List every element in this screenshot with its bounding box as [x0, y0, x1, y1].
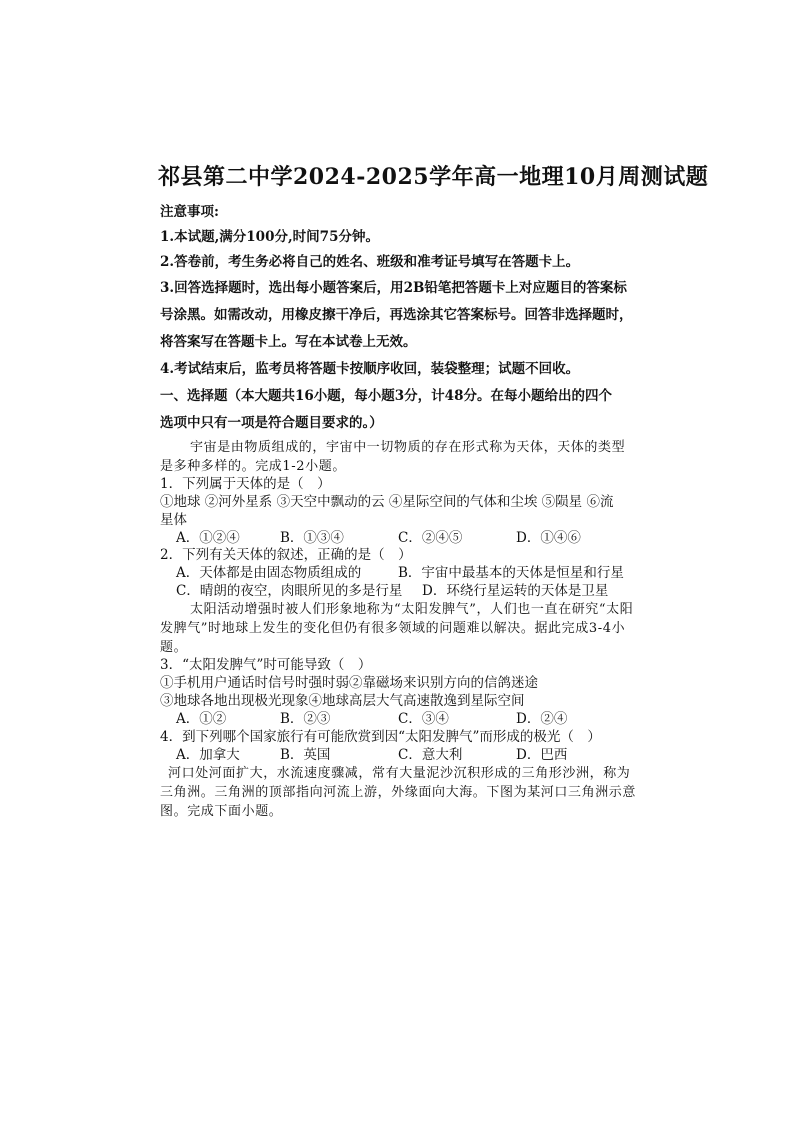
- notice-item-1: 1.本试题,满分100分,时间75分钟。: [160, 229, 379, 245]
- question-3-items-cont: ③地球各地出现极光现象④地球高层大气高速散逸到星际空间: [160, 693, 525, 709]
- question-4-option-c: C．意大利: [398, 747, 463, 763]
- page-title: 祁县第二中学2024-2025学年高一地理10月周测试题: [158, 164, 709, 190]
- question-1-option-d: D．①④⑥: [516, 530, 581, 546]
- question-3-option-a: A．①②: [176, 711, 227, 727]
- question-4-option-a: A．加拿大: [176, 747, 240, 763]
- question-3-option-d: D．②④: [516, 711, 568, 727]
- question-2-option-b: B．宇宙中最基本的天体是恒星和行星: [398, 565, 624, 581]
- notice-item-2: 2.答卷前，考生务必将自己的姓名、班级和准考证号填写在答题卡上。: [160, 254, 580, 270]
- question-2-option-d: D．环绕行星运转的天体是卫星: [422, 583, 609, 599]
- question-1-option-b: B．①③④: [280, 530, 344, 546]
- question-3-option-c: C．③④: [398, 711, 449, 727]
- passage-2-cont2: 题。: [160, 640, 188, 655]
- question-1-option-c: C．②④⑤: [398, 530, 463, 546]
- question-3-items: ①手机用户通话时信号时强时弱②靠磁场来识别方向的信鸽迷途: [160, 675, 538, 691]
- question-1-option-a: A．①②④: [176, 530, 240, 546]
- passage-3: 河口处河面扩大，水流速度骤减，常有大量泥沙沉积形成的三角形沙洲，称为: [168, 766, 631, 781]
- passage-3-cont2: 图。完成下面小题。: [160, 804, 283, 819]
- question-4-option-b: B．英国: [280, 747, 331, 763]
- passage-2-cont: 发脾气”时地球上发生的变化但仍有很多领域的问题难以解决。据此完成3-4小: [160, 621, 626, 636]
- notice-item-3-cont2: 将答案写在答题卡上。写在本试卷上无效。: [160, 334, 417, 350]
- question-1-items-cont: 星体: [160, 512, 187, 528]
- notice-heading: 注意事项:: [160, 204, 219, 220]
- passage-2: 太阳活动增强时被人们形象地称为“太阳发脾气”，人们也一直在研究“太阳: [190, 602, 634, 617]
- question-2-stem: 2．下列有关天体的叙述，正确的是（ ）: [160, 547, 412, 563]
- passage-3-cont: 三角洲。三角洲的顶部指向河流上游，外缘面向大海。下图为某河口三角洲示意: [160, 785, 637, 800]
- section-heading-cont: 选项中只有一项是符合题目要求的。）: [160, 415, 383, 431]
- question-4-option-d: D．巴西: [516, 747, 568, 763]
- question-1-items: ①地球 ②河外星系 ③天空中飘动的云 ④星际空间的气体和尘埃 ⑤陨星 ⑥流: [160, 494, 614, 510]
- notice-item-4: 4.考试结束后，监考员将答题卡按顺序收回，装袋整理；试题不回收。: [160, 361, 580, 377]
- question-2-option-a: A．天体都是由固态物质组成的: [176, 565, 362, 581]
- question-4-stem: 4．到下列哪个国家旅行有可能欣赏到因“太阳发脾气”而形成的极光（ ）: [160, 729, 601, 745]
- section-heading: 一、选择题（本大题共16小题，每小题3分，计48分。在每小题给出的四个: [160, 388, 612, 404]
- passage-1-cont: 是多种多样的。完成1-2小题。: [160, 459, 346, 474]
- question-1-stem: 1．下列属于天体的是（ ）: [160, 476, 331, 492]
- question-3-stem: 3．“太阳发脾气”时可能导致（ ）: [160, 657, 372, 673]
- notice-item-3: 3.回答选择题时，选出每小题答案后，用2B铅笔把答题卡上对应题目的答案标: [160, 280, 627, 296]
- question-3-option-b: B．②③: [280, 711, 331, 727]
- passage-1: 宇宙是由物质组成的，宇宙中一切物质的存在形式称为天体，天体的类型: [190, 440, 626, 455]
- question-2-option-c: C．晴朗的夜空，肉眼所见的多是行星: [176, 583, 403, 599]
- notice-item-3-cont: 号涂黑。如需改动，用橡皮擦干净后，再选涂其它答案标号。回答非选择题时，: [160, 307, 633, 323]
